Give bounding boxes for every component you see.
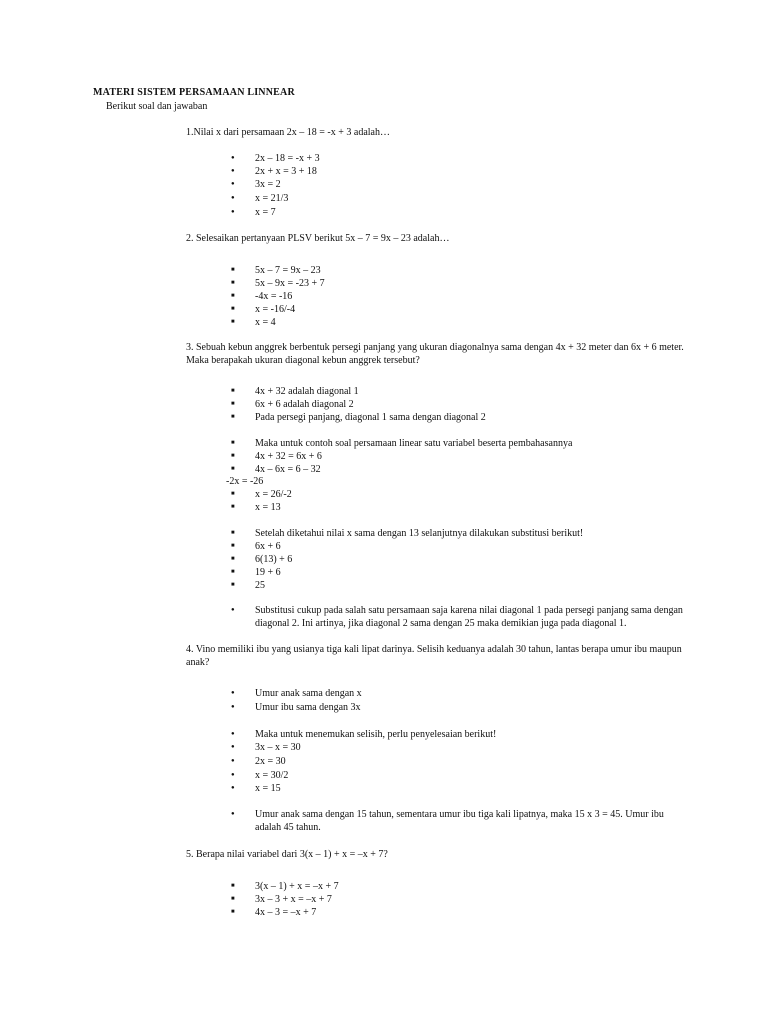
- square-bullet-icon: [231, 502, 251, 516]
- question-5: 5. Berapa nilai variabel dari 3(x – 1) + x = –x + 7?: [186, 849, 388, 860]
- square-bullet-icon: [231, 451, 251, 465]
- bullet-icon: [231, 742, 251, 756]
- square-bullet-icon: [231, 580, 251, 594]
- bullet-icon: [231, 809, 251, 823]
- equation-line: -2x = -26: [226, 476, 264, 487]
- question-3: 3. Sebuah kebun anggrek berbentuk persegi panjang yang ukuran diagonalnya sama dengan 4x + 32 meter dan 6x + 6 meter. Maka berapakah ukuran diagonal kebun anggrek tersebut?: [186, 342, 684, 366]
- bullet-icon: [231, 729, 251, 743]
- bullet-icon: [231, 179, 251, 193]
- square-bullet-icon: [231, 317, 251, 331]
- square-bullet-icon: [231, 528, 251, 542]
- square-bullet-icon: [231, 907, 251, 921]
- square-bullet-icon: [231, 386, 251, 400]
- square-bullet-icon: [231, 399, 251, 413]
- question-2: 2. Selesaikan pertanyaan PLSV berikut 5x – 7 = 9x – 23 adalah…: [186, 233, 450, 244]
- subtitle: Berikut soal dan jawaban: [106, 101, 208, 112]
- square-bullet-icon: [231, 304, 251, 318]
- square-bullet-icon: [231, 554, 251, 568]
- square-bullet-icon: [231, 894, 251, 908]
- bullet-icon: [231, 756, 251, 770]
- square-bullet-icon: [231, 278, 251, 292]
- question-1: 1.Nilai x dari persamaan 2x – 18 = -x + 3 adalah…: [186, 127, 390, 138]
- bullet-icon: [231, 770, 251, 784]
- bullet-icon: [231, 207, 251, 221]
- bullet-icon: [231, 605, 251, 619]
- square-bullet-icon: [231, 412, 251, 426]
- bullet-icon: [231, 688, 251, 702]
- square-bullet-icon: [231, 265, 251, 279]
- square-bullet-icon: [231, 489, 251, 503]
- bullet-icon: [231, 153, 251, 167]
- bullet-icon: [231, 702, 251, 716]
- square-bullet-icon: [231, 291, 251, 305]
- bullet-icon: [231, 193, 251, 207]
- square-bullet-icon: [231, 881, 251, 895]
- square-bullet-icon: [231, 438, 251, 452]
- square-bullet-icon: [231, 567, 251, 581]
- bullet-icon: [231, 783, 251, 797]
- page-title: MATERI SISTEM PERSAMAAN LINNEAR: [93, 87, 295, 98]
- bullet-icon: [231, 166, 251, 180]
- square-bullet-icon: [231, 541, 251, 555]
- question-4: 4. Vino memiliki ibu yang usianya tiga kali lipat darinya. Selisih keduanya adalah 30 tahun, lantas berapa umur ibu maupun anak?: [186, 644, 682, 668]
